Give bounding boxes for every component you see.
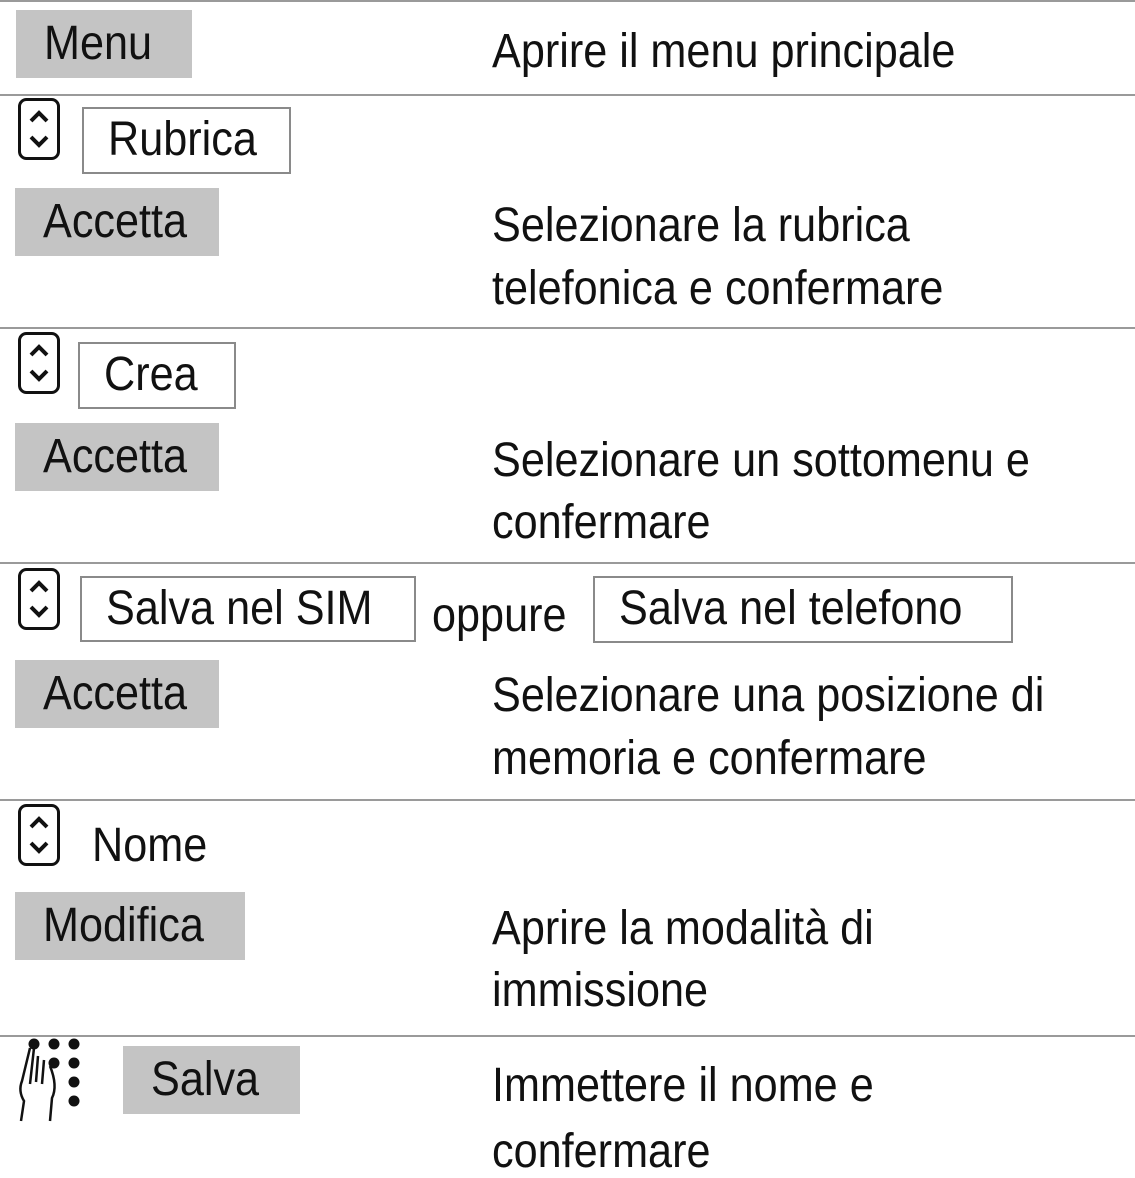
save-softkey [123,1046,300,1114]
step-description: Immettere il nome e [492,1059,874,1112]
key-label: Accetta [43,195,188,248]
display-item-save-phone [593,576,1013,643]
accept-softkey [15,188,219,256]
key-label: Salva [151,1053,260,1106]
navigation-key-icon [18,98,60,160]
step-description: Aprire la modalità di [492,902,874,955]
display-label: Salva nel SIM [106,582,373,635]
step-description: confermare [492,1125,711,1178]
edit-softkey [15,892,245,960]
step-description: immissione [492,964,709,1017]
key-label: Modifica [43,899,204,952]
accept-softkey [15,423,219,491]
step-description: Selezionare la rubrica [492,199,910,252]
display-item-nome: Nome [92,819,208,872]
display-label: Salva nel telefono [619,582,963,635]
step-description: memoria e confermare [492,732,927,785]
or-text: oppure [432,589,567,642]
menu-softkey [16,10,192,78]
divider [0,1035,1135,1037]
key-label: Accetta [43,667,188,720]
accept-softkey [15,660,219,728]
display-label: Rubrica [108,113,257,166]
display-item-rubrica [82,107,291,174]
navigation-key-icon [18,568,60,630]
display-item-save-sim [80,576,416,642]
step-description: telefonica e confermare [492,262,944,315]
navigation-key-icon [18,804,60,866]
step-description: Selezionare un sottomenu e [492,434,1030,487]
display-label: Crea [104,348,198,401]
display-item-crea [78,342,236,409]
divider [0,0,1135,2]
navigation-key-icon [18,332,60,394]
divider [0,327,1135,329]
key-label: Menu [44,17,153,70]
step-description: Aprire il menu principale [492,25,956,78]
keypad-hand-icon [16,1036,86,1126]
key-label: Accetta [43,430,188,483]
step-description: Selezionare una posizione di [492,669,1045,722]
step-description: confermare [492,496,711,549]
divider [0,94,1135,96]
divider [0,799,1135,801]
divider [0,562,1135,564]
